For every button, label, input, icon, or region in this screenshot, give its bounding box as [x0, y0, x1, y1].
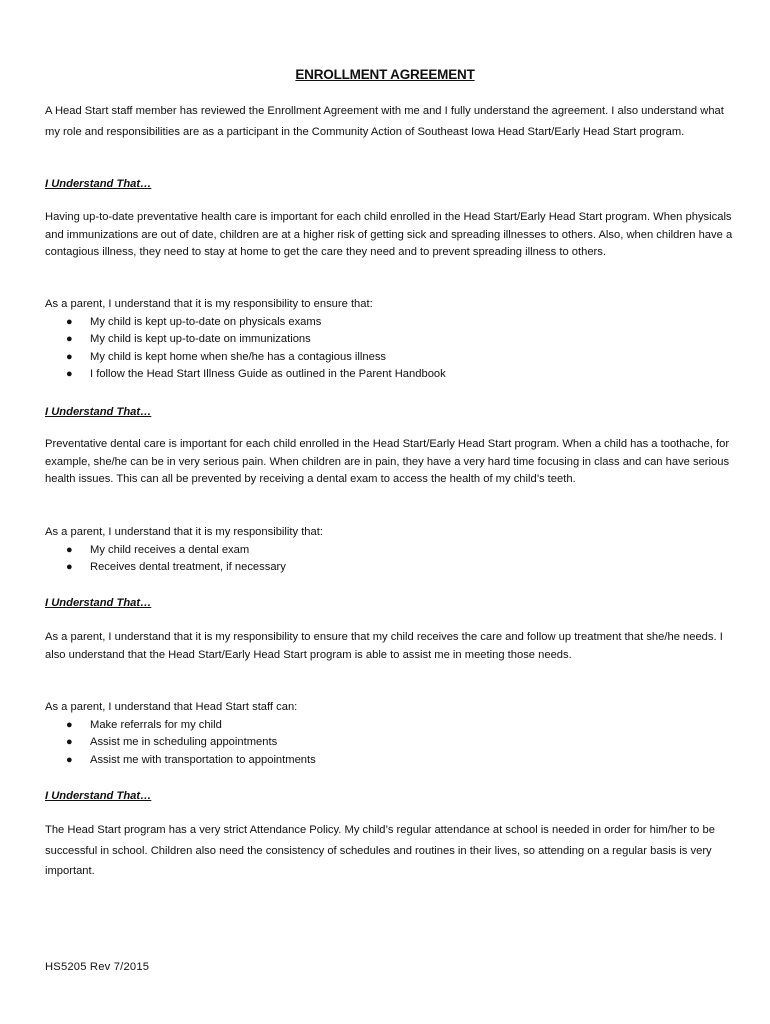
list-item: [45, 349, 735, 367]
section-4-heading-block: [45, 788, 735, 806]
list-item: [45, 559, 735, 577]
bullet-icon: ●: [66, 350, 73, 363]
section-1-list-block: [45, 296, 735, 384]
section-3-list-block: [45, 699, 735, 769]
list-item-text: My child receives a dental exam: [90, 543, 250, 556]
bullet-icon: ●: [66, 718, 73, 731]
bullet-icon: ●: [66, 753, 73, 766]
section-heading: I Understand That…: [45, 178, 152, 190]
bullet-icon: ●: [66, 315, 73, 328]
section-heading: I Understand That…: [45, 790, 152, 802]
bullet-list: [45, 314, 735, 384]
list-item-text: I follow the Head Start Illness Guide as outlined in the Parent Handbook: [90, 368, 446, 381]
section-paragraph: The Head Start program has a very strict Attendance Policy. My child’s regular attendance at school is needed in order for him/her to be successful in school. Children also need the consistency of schedules and routines in their lives, so attending on a regular basis is very important.: [45, 824, 715, 877]
section-2-list-block: [45, 524, 735, 577]
list-item: [45, 366, 735, 384]
list-item-text: My child is kept up-to-date on physicals exams: [90, 315, 322, 328]
responsibility-lead: As a parent, I understand that it is my responsibility to ensure that:: [45, 298, 373, 310]
section-4-paragraph-block: [45, 820, 735, 882]
list-item: [45, 331, 735, 349]
section-2-heading-block: [45, 404, 735, 422]
list-item: [45, 752, 735, 770]
bullet-icon: ●: [66, 368, 73, 381]
responsibility-lead: As a parent, I understand that it is my responsibility that:: [45, 526, 323, 538]
section-heading: I Understand That…: [45, 597, 152, 609]
list-item-text: Assist me with transportation to appointments: [90, 753, 316, 766]
section-1-paragraph-block: [45, 209, 735, 262]
list-item: [45, 717, 735, 735]
list-item-text: My child is kept up-to-date on immunizations: [90, 333, 311, 346]
responsibility-lead: As a parent, I understand that Head Start staff can:: [45, 701, 298, 713]
list-item-text: Make referrals for my child: [90, 718, 222, 731]
list-item: [45, 734, 735, 752]
list-item: [45, 314, 735, 332]
intro-paragraph: A Head Start staff member has reviewed the Enrollment Agreement with me and I fully understand the agreement. I also understand what my role and responsibilities are as a participant in the Community Action of Southeast Iowa Head Start/Early Head Start program.: [45, 105, 724, 138]
section-1-heading-block: [45, 176, 735, 194]
section-3-heading-block: [45, 595, 735, 613]
document-footer: HS5205 Rev 7/2015: [45, 961, 150, 973]
section-paragraph: As a parent, I understand that it is my responsibility to ensure that my child receives the care and follow up treatment that she/he needs. I also understand that the Head Start/Early Head Start program is able to assist me in meeting those needs.: [45, 631, 723, 661]
section-paragraph: Having up-to-date preventative health care is important for each child enrolled in the Head Start/Early Head Start program. When physicals and immunizations are out of date, children are at a higher risk of getting sick and spreading illnesses to others. Also, when children have a contagious illness, they need to stay at home to get the care they need and to prevent spreading illness to others.: [45, 211, 733, 259]
list-item-text: My child is kept home when she/he has a contagious illness: [90, 350, 387, 363]
bullet-icon: ●: [66, 333, 73, 346]
bullet-icon: ●: [66, 736, 73, 749]
intro-block: [45, 101, 735, 142]
section-2-paragraph-block: [45, 436, 735, 489]
document-title: ENROLLMENT AGREEMENT: [295, 67, 475, 82]
section-3-paragraph-block: [45, 629, 735, 664]
list-item-text: Assist me in scheduling appointments: [90, 736, 278, 749]
bullet-list: [45, 717, 735, 770]
bullet-list: [45, 542, 735, 577]
bullet-icon: ●: [66, 543, 73, 556]
list-item: [45, 542, 735, 560]
list-item-text: Receives dental treatment, if necessary: [90, 561, 286, 574]
section-heading: I Understand That…: [45, 406, 152, 418]
bullet-icon: ●: [66, 561, 73, 574]
section-paragraph: Preventative dental care is important for each child enrolled in the Head Start/Early Head Start program. When a child has a toothache, for example, she/he can be in very serious pain. When children are in pain, they have a very hard time focusing in class and can have serious health issues. This can all be prevented by receiving a dental exam to access the health of my child’s teeth.: [45, 438, 730, 486]
